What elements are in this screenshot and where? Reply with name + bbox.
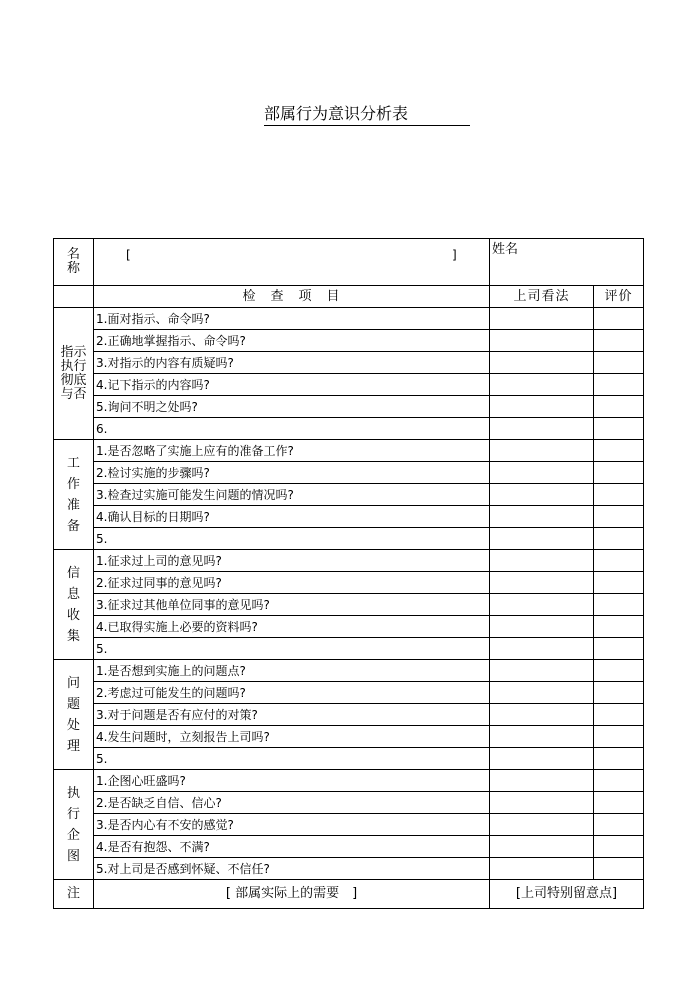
check-item: 4.确认目标的日期吗?: [94, 506, 490, 528]
check-item: 3.检查过实施可能发生问题的情况吗?: [94, 484, 490, 506]
checklist-row: [54, 704, 644, 726]
supervisor-view-cell[interactable]: [490, 792, 594, 814]
rating-cell[interactable]: [594, 396, 644, 418]
supervisor-view-cell[interactable]: [490, 330, 594, 352]
check-item: 5.对上司是否感到怀疑、不信任?: [94, 858, 490, 880]
section-label-cell: [54, 440, 94, 550]
check-item: 2.检讨实施的步骤吗?: [94, 462, 490, 484]
checklist-row: [54, 770, 644, 792]
header-check-items: 检 查 项 目: [94, 286, 490, 308]
rating-cell[interactable]: [594, 440, 644, 462]
rating-cell[interactable]: [594, 572, 644, 594]
check-item: 1.企图心旺盛吗?: [94, 770, 490, 792]
check-item: 5.询问不明之处吗?: [94, 396, 490, 418]
name-label-cell: [54, 239, 94, 286]
header-empty-cell: [54, 286, 94, 308]
checklist-row: [54, 726, 644, 748]
rating-cell[interactable]: [594, 682, 644, 704]
supervisor-view-cell[interactable]: [490, 440, 594, 462]
checklist-row: [54, 330, 644, 352]
supervisor-view-cell[interactable]: [490, 594, 594, 616]
check-item: 3.对于问题是否有应付的对策?: [94, 704, 490, 726]
rating-cell[interactable]: [594, 770, 644, 792]
checklist-row: [54, 792, 644, 814]
rating-cell[interactable]: [594, 484, 644, 506]
header-row: [54, 286, 644, 308]
name-bracket-open: [: [126, 248, 131, 262]
supervisor-notes[interactable]: [上司特别留意点]: [490, 880, 644, 909]
analysis-form-table: [53, 238, 644, 909]
check-item: 1.是否忽略了实施上应有的准备工作?: [94, 440, 490, 462]
supervisor-view-cell[interactable]: [490, 550, 594, 572]
checklist-row: [54, 308, 644, 330]
rating-cell[interactable]: [594, 352, 644, 374]
rating-cell[interactable]: [594, 308, 644, 330]
rating-cell[interactable]: [594, 792, 644, 814]
rating-cell[interactable]: [594, 462, 644, 484]
rating-cell[interactable]: [594, 594, 644, 616]
check-item: 4.记下指示的内容吗?: [94, 374, 490, 396]
check-item: 4.是否有抱怨、不满?: [94, 836, 490, 858]
check-item: 6.: [94, 418, 490, 440]
checklist-row: [54, 484, 644, 506]
checklist-row: [54, 440, 644, 462]
supervisor-view-cell[interactable]: [490, 682, 594, 704]
check-item: 4.发生问题时，立刻报告上司吗?: [94, 726, 490, 748]
checklist-row: [54, 660, 644, 682]
supervisor-view-cell[interactable]: [490, 638, 594, 660]
supervisor-view-cell[interactable]: [490, 660, 594, 682]
checklist-row: [54, 374, 644, 396]
checklist-row: [54, 528, 644, 550]
check-item: 2.征求过同事的意见吗?: [94, 572, 490, 594]
checklist-row: [54, 352, 644, 374]
rating-cell[interactable]: [594, 660, 644, 682]
check-item: 3.征求过其他单位同事的意见吗?: [94, 594, 490, 616]
supervisor-view-cell[interactable]: [490, 484, 594, 506]
checklist-row: [54, 396, 644, 418]
supervisor-view-cell[interactable]: [490, 572, 594, 594]
supervisor-view-cell[interactable]: [490, 726, 594, 748]
supervisor-view-cell[interactable]: [490, 770, 594, 792]
rating-cell[interactable]: [594, 616, 644, 638]
check-item: 2.正确地掌握指示、命令吗?: [94, 330, 490, 352]
header-rating: 评价: [594, 286, 644, 308]
supervisor-view-cell[interactable]: [490, 418, 594, 440]
check-item: 5.: [94, 528, 490, 550]
supervisor-view-cell[interactable]: [490, 506, 594, 528]
checklist-row: [54, 550, 644, 572]
check-item: 3.是否内心有不安的感觉?: [94, 814, 490, 836]
rating-cell[interactable]: [594, 704, 644, 726]
check-item: 5.: [94, 748, 490, 770]
check-item: 3.对指示的内容有质疑吗?: [94, 352, 490, 374]
rating-cell[interactable]: [594, 506, 644, 528]
supervisor-view-cell[interactable]: [490, 814, 594, 836]
section-label: 指示执行彻底与否: [60, 344, 87, 402]
section-label: 工作准备: [66, 455, 80, 534]
checklist-row: [54, 594, 644, 616]
check-item: 5.: [94, 638, 490, 660]
rating-cell[interactable]: [594, 638, 644, 660]
checklist-row: [54, 836, 644, 858]
note-row: [54, 880, 644, 909]
supervisor-view-cell[interactable]: [490, 528, 594, 550]
section-label-cell: [54, 308, 94, 440]
checklist-row: [54, 682, 644, 704]
rating-cell[interactable]: [594, 748, 644, 770]
section-label-cell: [54, 550, 94, 660]
rating-cell[interactable]: [594, 836, 644, 858]
name-row: [54, 239, 644, 286]
supervisor-view-cell[interactable]: [490, 858, 594, 880]
section-label: 执行企图: [66, 785, 80, 864]
supervisor-view-cell[interactable]: [490, 308, 594, 330]
checklist-row: [54, 814, 644, 836]
name-value-cell[interactable]: [94, 239, 490, 286]
rating-cell[interactable]: [594, 418, 644, 440]
checklist-row: [54, 638, 644, 660]
section-label: 信息收集: [66, 565, 80, 644]
checklist-row: [54, 462, 644, 484]
rating-cell[interactable]: [594, 374, 644, 396]
supervisor-view-cell[interactable]: [490, 616, 594, 638]
header-supervisor-view: 上司看法: [490, 286, 594, 308]
check-item: 1.征求过上司的意见吗?: [94, 550, 490, 572]
rating-cell[interactable]: [594, 814, 644, 836]
section-label-cell: [54, 770, 94, 880]
rating-cell[interactable]: [594, 858, 644, 880]
section-label-cell: [54, 660, 94, 770]
name-label: 名称: [66, 247, 80, 276]
rating-cell[interactable]: [594, 330, 644, 352]
supervisor-view-cell[interactable]: [490, 748, 594, 770]
rating-cell[interactable]: [594, 528, 644, 550]
surname-cell[interactable]: [490, 239, 644, 286]
page-title: 部属行为意识分析表: [264, 104, 470, 126]
checklist-row: [54, 616, 644, 638]
supervisor-view-cell[interactable]: [490, 704, 594, 726]
checklist-row: [54, 572, 644, 594]
supervisor-view-cell[interactable]: [490, 836, 594, 858]
checklist-row: [54, 748, 644, 770]
rating-cell[interactable]: [594, 550, 644, 572]
surname-label: 姓名: [492, 242, 519, 257]
check-item: 1.面对指示、命令吗?: [94, 308, 490, 330]
note-label: 注: [54, 880, 94, 909]
rating-cell[interactable]: [594, 726, 644, 748]
supervisor-view-cell[interactable]: [490, 352, 594, 374]
check-item: 2.是否缺乏自信、信心?: [94, 792, 490, 814]
subordinate-needs[interactable]: [ 部属实际上的需要 ]: [94, 880, 490, 909]
name-bracket-close: ]: [452, 248, 457, 262]
check-item: 2.考虑过可能发生的问题吗?: [94, 682, 490, 704]
checklist-row: [54, 858, 644, 880]
check-item: 4.已取得实施上必要的资料吗?: [94, 616, 490, 638]
checklist-row: [54, 418, 644, 440]
supervisor-view-cell[interactable]: [490, 462, 594, 484]
checklist-row: [54, 506, 644, 528]
supervisor-view-cell[interactable]: [490, 396, 594, 418]
section-label: 问题处理: [66, 675, 80, 754]
check-item: 1.是否想到实施上的问题点?: [94, 660, 490, 682]
supervisor-view-cell[interactable]: [490, 374, 594, 396]
